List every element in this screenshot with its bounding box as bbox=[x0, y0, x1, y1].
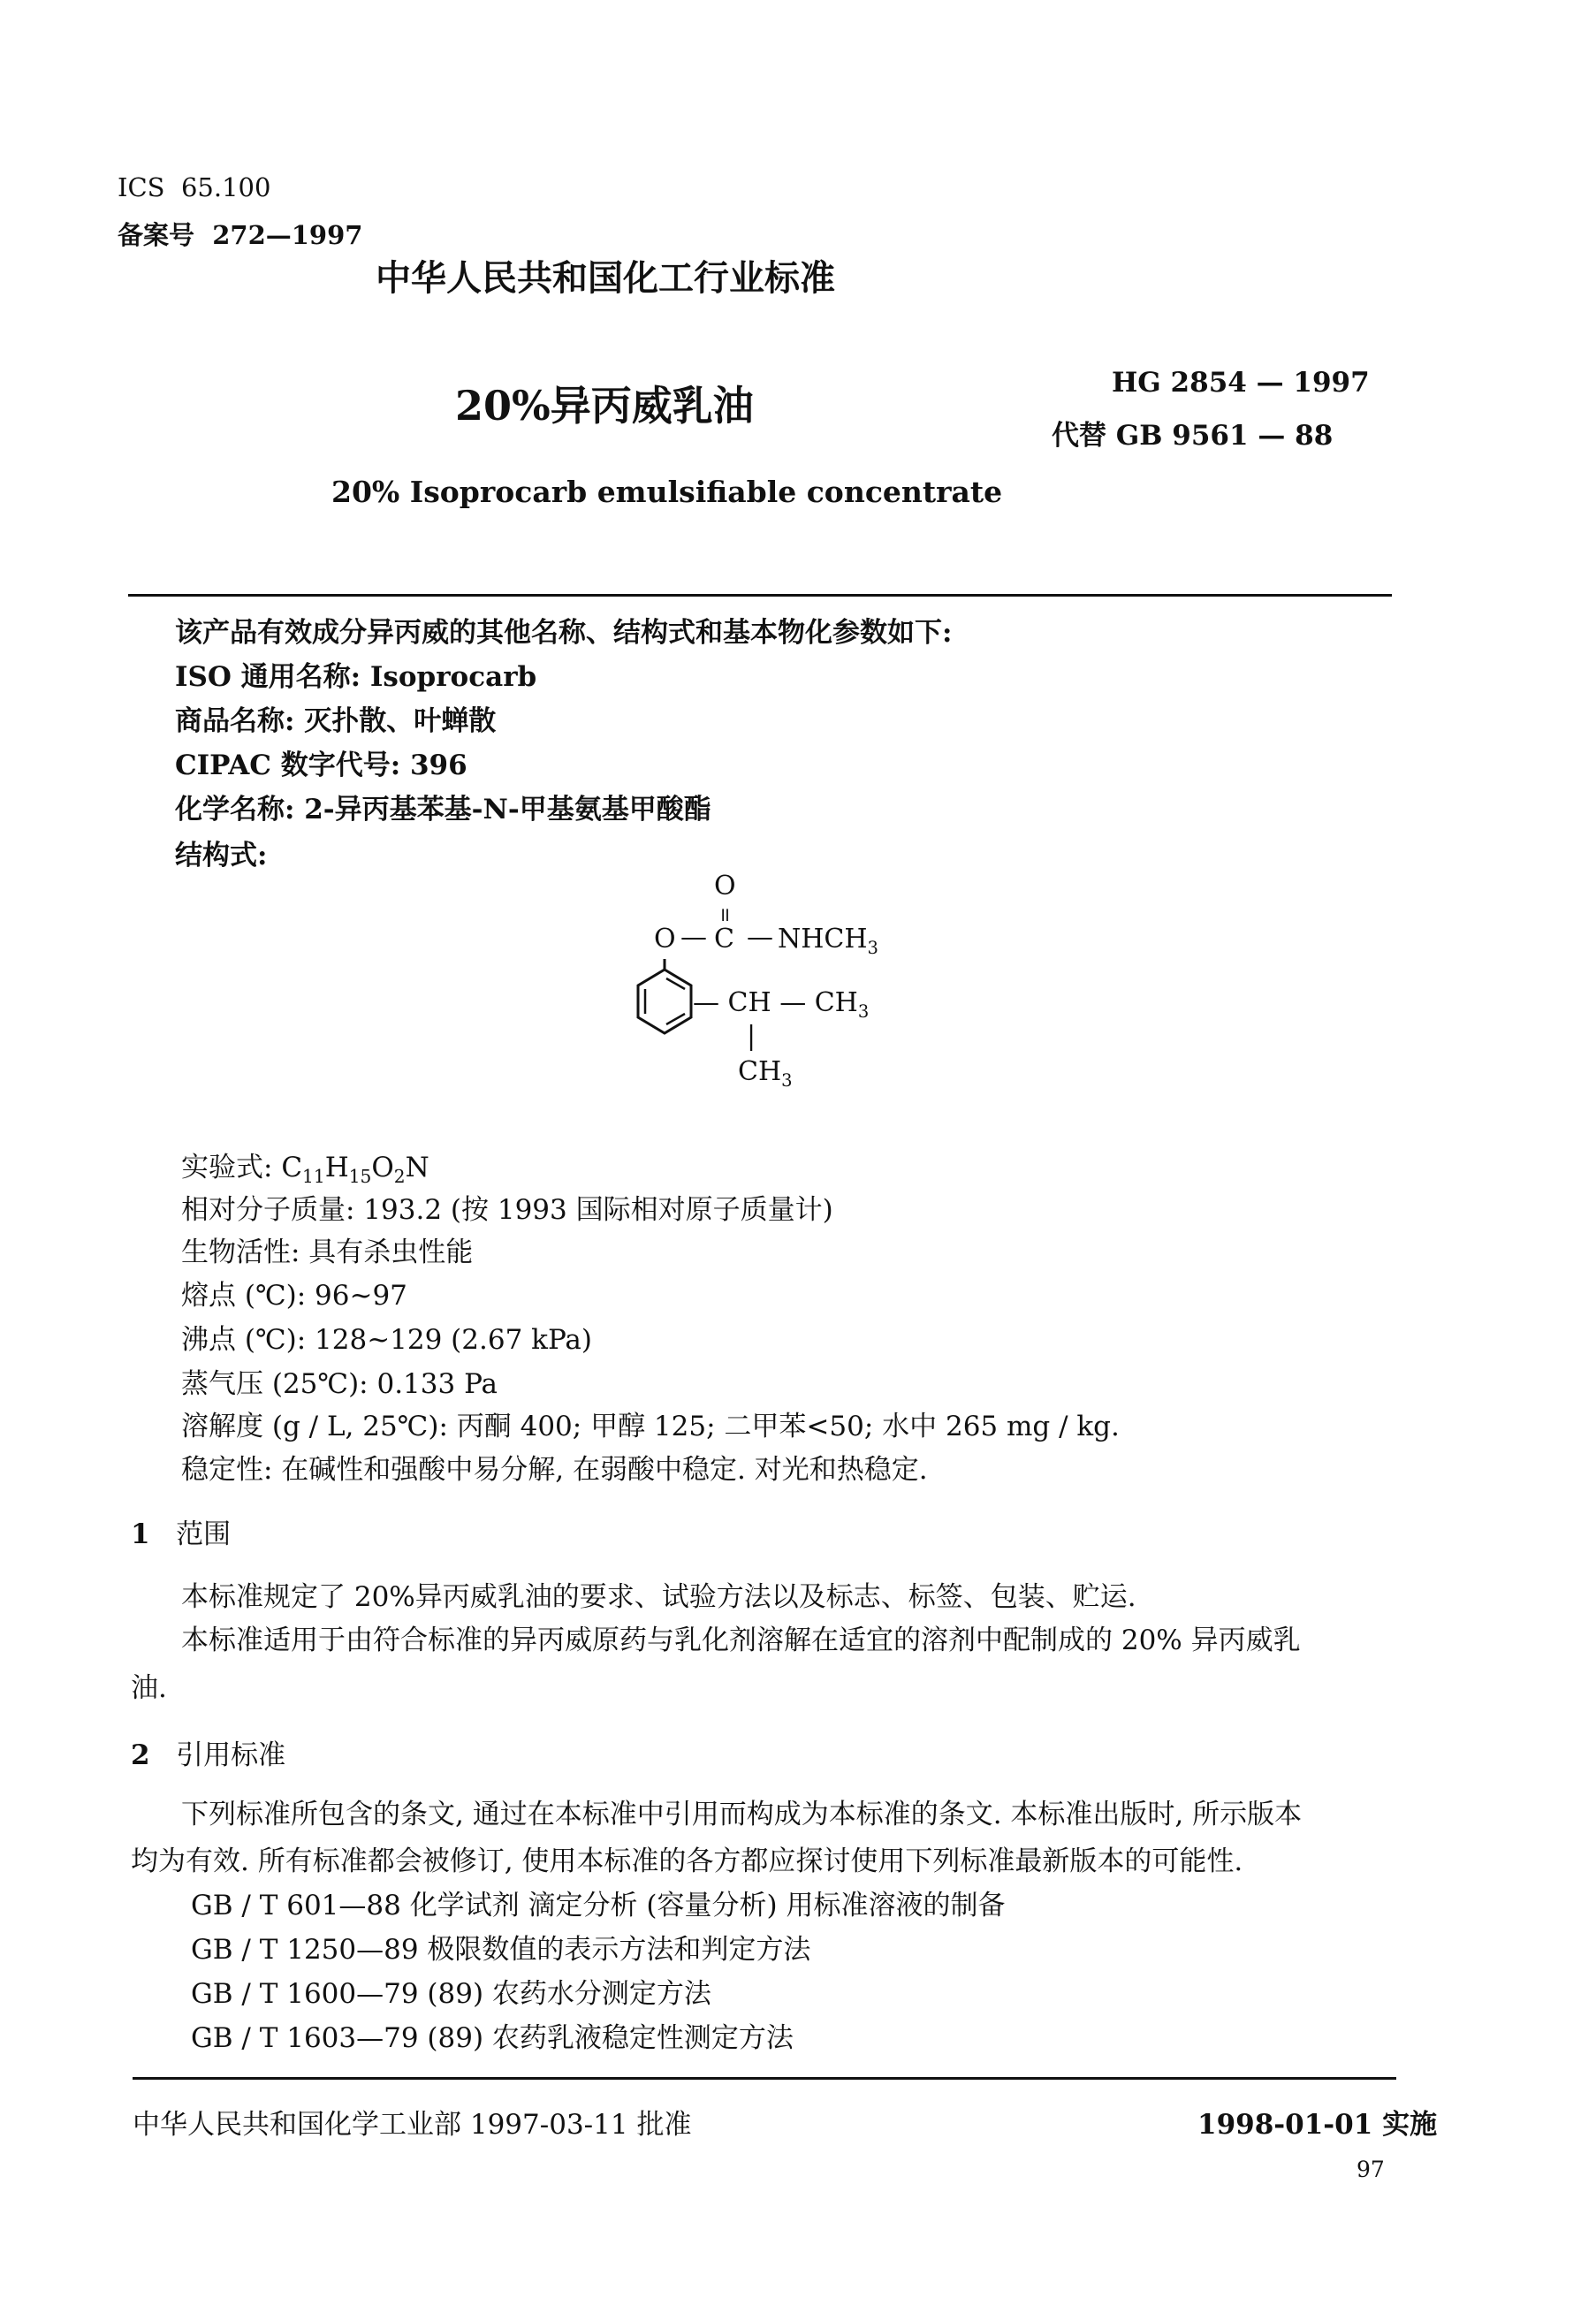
bio-activity: 生物活性: 具有杀虫性能 bbox=[181, 1237, 474, 1268]
filing-line bbox=[118, 216, 362, 252]
solubility: 溶解度 (g / L, 25℃): 丙酮 400; 甲醇 125; 二甲苯<50; 水中 265 mg / kg. bbox=[181, 1411, 1120, 1442]
reference-item: GB / T 1600—79 (89) 农药水分测定方法 bbox=[191, 1978, 711, 2010]
isopropyl-text: — CH — CH bbox=[693, 987, 858, 1018]
filing-value: 272—1997 bbox=[212, 220, 363, 250]
amine-sub: 3 bbox=[867, 938, 878, 958]
bottom-rule bbox=[133, 2077, 1396, 2080]
reference-item: GB / T 1250—89 极限数值的表示方法和判定方法 bbox=[191, 1934, 811, 1966]
melting-point: 熔点 (℃): 96~97 bbox=[181, 1280, 407, 1312]
section2-para-line2: 均为有效. 所有标准都会被修订, 使用本标准的各方都应探讨使用下列标准最新版本的可能性. bbox=[131, 1845, 1243, 1877]
reference-item: GB / T 601—88 化学试剂 滴定分析 (容量分析) 用标准溶液的制备 bbox=[191, 1890, 1006, 1921]
intro-lead: 该产品有效成分异丙威的其他名称、结构式和基本物化参数如下: bbox=[175, 617, 953, 649]
formula-h-n: 15 bbox=[348, 1166, 372, 1188]
section1-number: 1 bbox=[131, 1518, 150, 1550]
methyl-text: CH bbox=[738, 1056, 782, 1087]
trade-name: 商品名称: 灭扑散、叶蝉散 bbox=[175, 705, 497, 737]
empirical-formula bbox=[181, 1145, 429, 1187]
formula-label: 实验式: bbox=[181, 1152, 282, 1183]
effective-date: 1998-01-01 实施 bbox=[1197, 2109, 1438, 2141]
ics-value: 65.100 bbox=[180, 172, 271, 202]
page-number: 97 bbox=[1357, 2157, 1385, 2182]
replaces-standard: 代替 GB 9561 — 88 bbox=[1052, 420, 1334, 452]
carbonyl-carbon: C bbox=[714, 924, 734, 955]
filing-label: 备案号 bbox=[118, 220, 195, 250]
vertical-bond: | bbox=[747, 1021, 756, 1052]
ics-line bbox=[118, 172, 270, 202]
cipac-code: CIPAC 数字代号: 396 bbox=[175, 750, 467, 781]
amine-text: NHCH bbox=[778, 924, 868, 955]
carbonyl-oxygen: O bbox=[714, 871, 736, 902]
structural-formula bbox=[636, 871, 919, 1109]
section1-para2-line1: 本标准适用于由符合标准的异丙威原药与乳化剂溶解在适宜的溶剂中配制成的 20% 异丙威乳 bbox=[181, 1625, 1301, 1656]
formula-n: N bbox=[405, 1152, 429, 1183]
section1-title: 范围 bbox=[176, 1518, 232, 1550]
title-zh: 20%异丙威乳油 bbox=[455, 382, 754, 430]
amine-group bbox=[778, 924, 878, 958]
bond-c-n: — bbox=[747, 922, 773, 953]
stability: 稳定性: 在碱性和强酸中易分解, 在弱酸中稳定. 对光和热稳定. bbox=[181, 1454, 928, 1486]
formula-c: C bbox=[281, 1152, 303, 1183]
standard-number: HG 2854 — 1997 bbox=[1112, 367, 1370, 399]
bond-o-c: — bbox=[680, 922, 707, 953]
methyl-sub: 3 bbox=[781, 1070, 793, 1091]
structure-label: 结构式: bbox=[175, 840, 268, 871]
section1-heading bbox=[131, 1511, 231, 1551]
section1-para2-line2: 油. bbox=[131, 1672, 167, 1704]
isopropyl-chain bbox=[693, 987, 869, 1022]
reference-item: GB / T 1603—79 (89) 农药乳液稳定性测定方法 bbox=[191, 2022, 794, 2054]
title-en: 20% Isoprocarb emulsifiable concentrate bbox=[331, 475, 1003, 509]
ics-label: ICS bbox=[118, 172, 165, 202]
iso-name: ISO 通用名称: Isoprocarb bbox=[175, 661, 537, 693]
section2-para-line1: 下列标准所包含的条文, 通过在本标准中引用而构成为本标准的条文. 本标准出版时, 所示版本 bbox=[181, 1799, 1303, 1830]
formula-h: H bbox=[324, 1152, 349, 1183]
ester-oxygen: O bbox=[654, 924, 676, 955]
section2-title: 引用标准 bbox=[176, 1739, 286, 1771]
chemical-name: 化学名称: 2-异丙基苯基-N-甲基氨基甲酸酯 bbox=[175, 794, 711, 826]
formula-o: O bbox=[371, 1152, 394, 1183]
isopropyl-sub: 3 bbox=[857, 1001, 870, 1022]
double-bond: ॥ bbox=[718, 904, 731, 926]
section1-para1: 本标准规定了 20%异丙威乳油的要求、试验方法以及标志、标签、包装、贮运. bbox=[181, 1581, 1136, 1613]
formula-c-n: 11 bbox=[302, 1166, 325, 1188]
molecular-mass: 相对分子质量: 193.2 (按 1993 国际相对原子质量计) bbox=[181, 1194, 833, 1226]
formula-o-n: 2 bbox=[393, 1166, 406, 1188]
section2-number: 2 bbox=[131, 1739, 150, 1771]
vapor-pressure: 蒸气压 (25℃): 0.133 Pa bbox=[181, 1368, 498, 1400]
top-rule bbox=[128, 594, 1392, 597]
boiling-point: 沸点 (℃): 128~129 (2.67 kPa) bbox=[181, 1324, 592, 1356]
bottom-methyl bbox=[738, 1056, 793, 1091]
approval-line: 中华人民共和国化学工业部 1997-03-11 批准 bbox=[133, 2109, 692, 2141]
section2-heading bbox=[131, 1732, 285, 1772]
issuer-title: 中华人民共和国化工行业标准 bbox=[376, 257, 835, 299]
